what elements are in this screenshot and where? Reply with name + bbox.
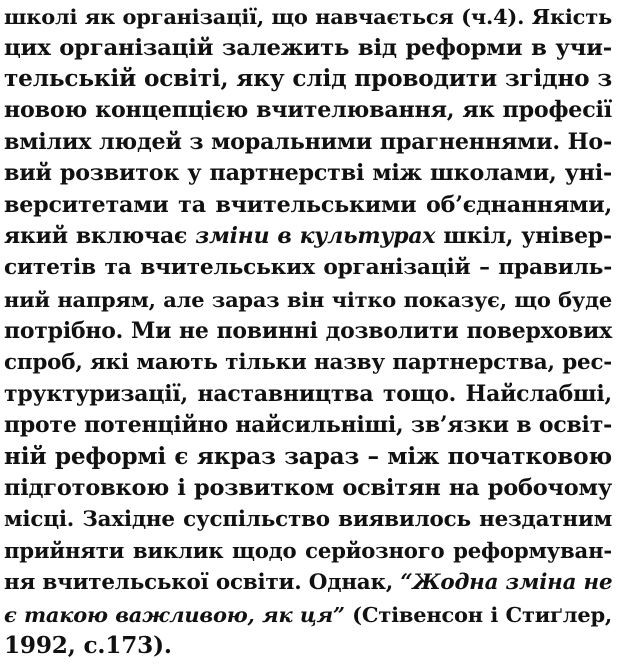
- text-segment: спроб, які мають тільки назву партнерства, рес-: [4, 350, 612, 375]
- text-segment: новою концепцією вчителювання, як професії: [4, 97, 612, 123]
- text-segment: вмілих людей з моральними прагненнями. Но-: [4, 129, 612, 155]
- text-line-3: [4, 64, 612, 94]
- text-line-13: [4, 379, 612, 409]
- text-segment: проте потенційно найсильніші, зв’язки в освіт-: [4, 412, 612, 438]
- text-line-11: [4, 316, 612, 346]
- text-segment: підготовкою і розвитком освітян на робочому: [4, 475, 612, 501]
- emphasis-text: зміни в культурах: [195, 223, 436, 249]
- text-line-5: [4, 127, 612, 157]
- text-line-6: [4, 158, 612, 188]
- text-line-1: [4, 2, 612, 32]
- text-line-2: [4, 33, 612, 63]
- text-line-8: [4, 221, 612, 251]
- text-segment: ний напрям, але зараз він чітко показує, що буде: [4, 287, 612, 312]
- text-line-16: [4, 473, 612, 503]
- text-line-9: [4, 253, 612, 283]
- text-line-7: [4, 190, 612, 220]
- citation-text: 1992, с.173).: [4, 632, 172, 659]
- text-line-19: [4, 568, 612, 598]
- text-segment: місці. Західне суспільство виявилось нездатним: [4, 507, 612, 532]
- text-segment: вий розвиток у партнерстві між школами, уні-: [4, 160, 612, 186]
- text-segment: ня вчительської освіти. Однак,: [4, 570, 401, 595]
- quote-text: є такою важливою, як ця”: [4, 602, 345, 627]
- document-page: [4, 0, 616, 672]
- text-line-4: [4, 95, 612, 125]
- text-segment: тельській освіті, яку слід проводити згідно з: [4, 65, 612, 92]
- text-segment: школі як організації, що навчається (ч.4). Якість: [4, 4, 612, 29]
- text-segment: цих організацій залежить від реформи в учи-: [4, 35, 612, 61]
- quote-text: “Жодна зміна не: [400, 570, 613, 595]
- text-line-21: [4, 631, 612, 661]
- text-segment: (Стівенсон і Стиґлер,: [344, 602, 613, 627]
- text-segment: труктуризації, наставництва тощо. Найслабші,: [4, 381, 612, 407]
- text-segment: прийняти виклик щодо серйозного реформуван-: [4, 538, 612, 563]
- text-segment: шкіл, універ-: [435, 223, 612, 249]
- text-line-12: [4, 348, 612, 378]
- text-segment: потрібно. Ми не повинні дозволити поверхових: [4, 318, 612, 344]
- text-line-20: [4, 600, 612, 630]
- text-line-15: [4, 442, 612, 472]
- text-line-17: [4, 505, 612, 535]
- text-line-10: [4, 285, 612, 315]
- text-segment: який включає: [4, 223, 196, 249]
- text-segment: верситетами та вчительськими об’єднаннями,: [4, 192, 612, 218]
- text-line-14: [4, 410, 612, 440]
- text-segment: ситетів та вчительських організацій – правиль-: [4, 255, 612, 280]
- text-segment: ній реформі є якраз зараз – між початковою: [4, 443, 612, 470]
- text-line-18: [4, 536, 612, 566]
